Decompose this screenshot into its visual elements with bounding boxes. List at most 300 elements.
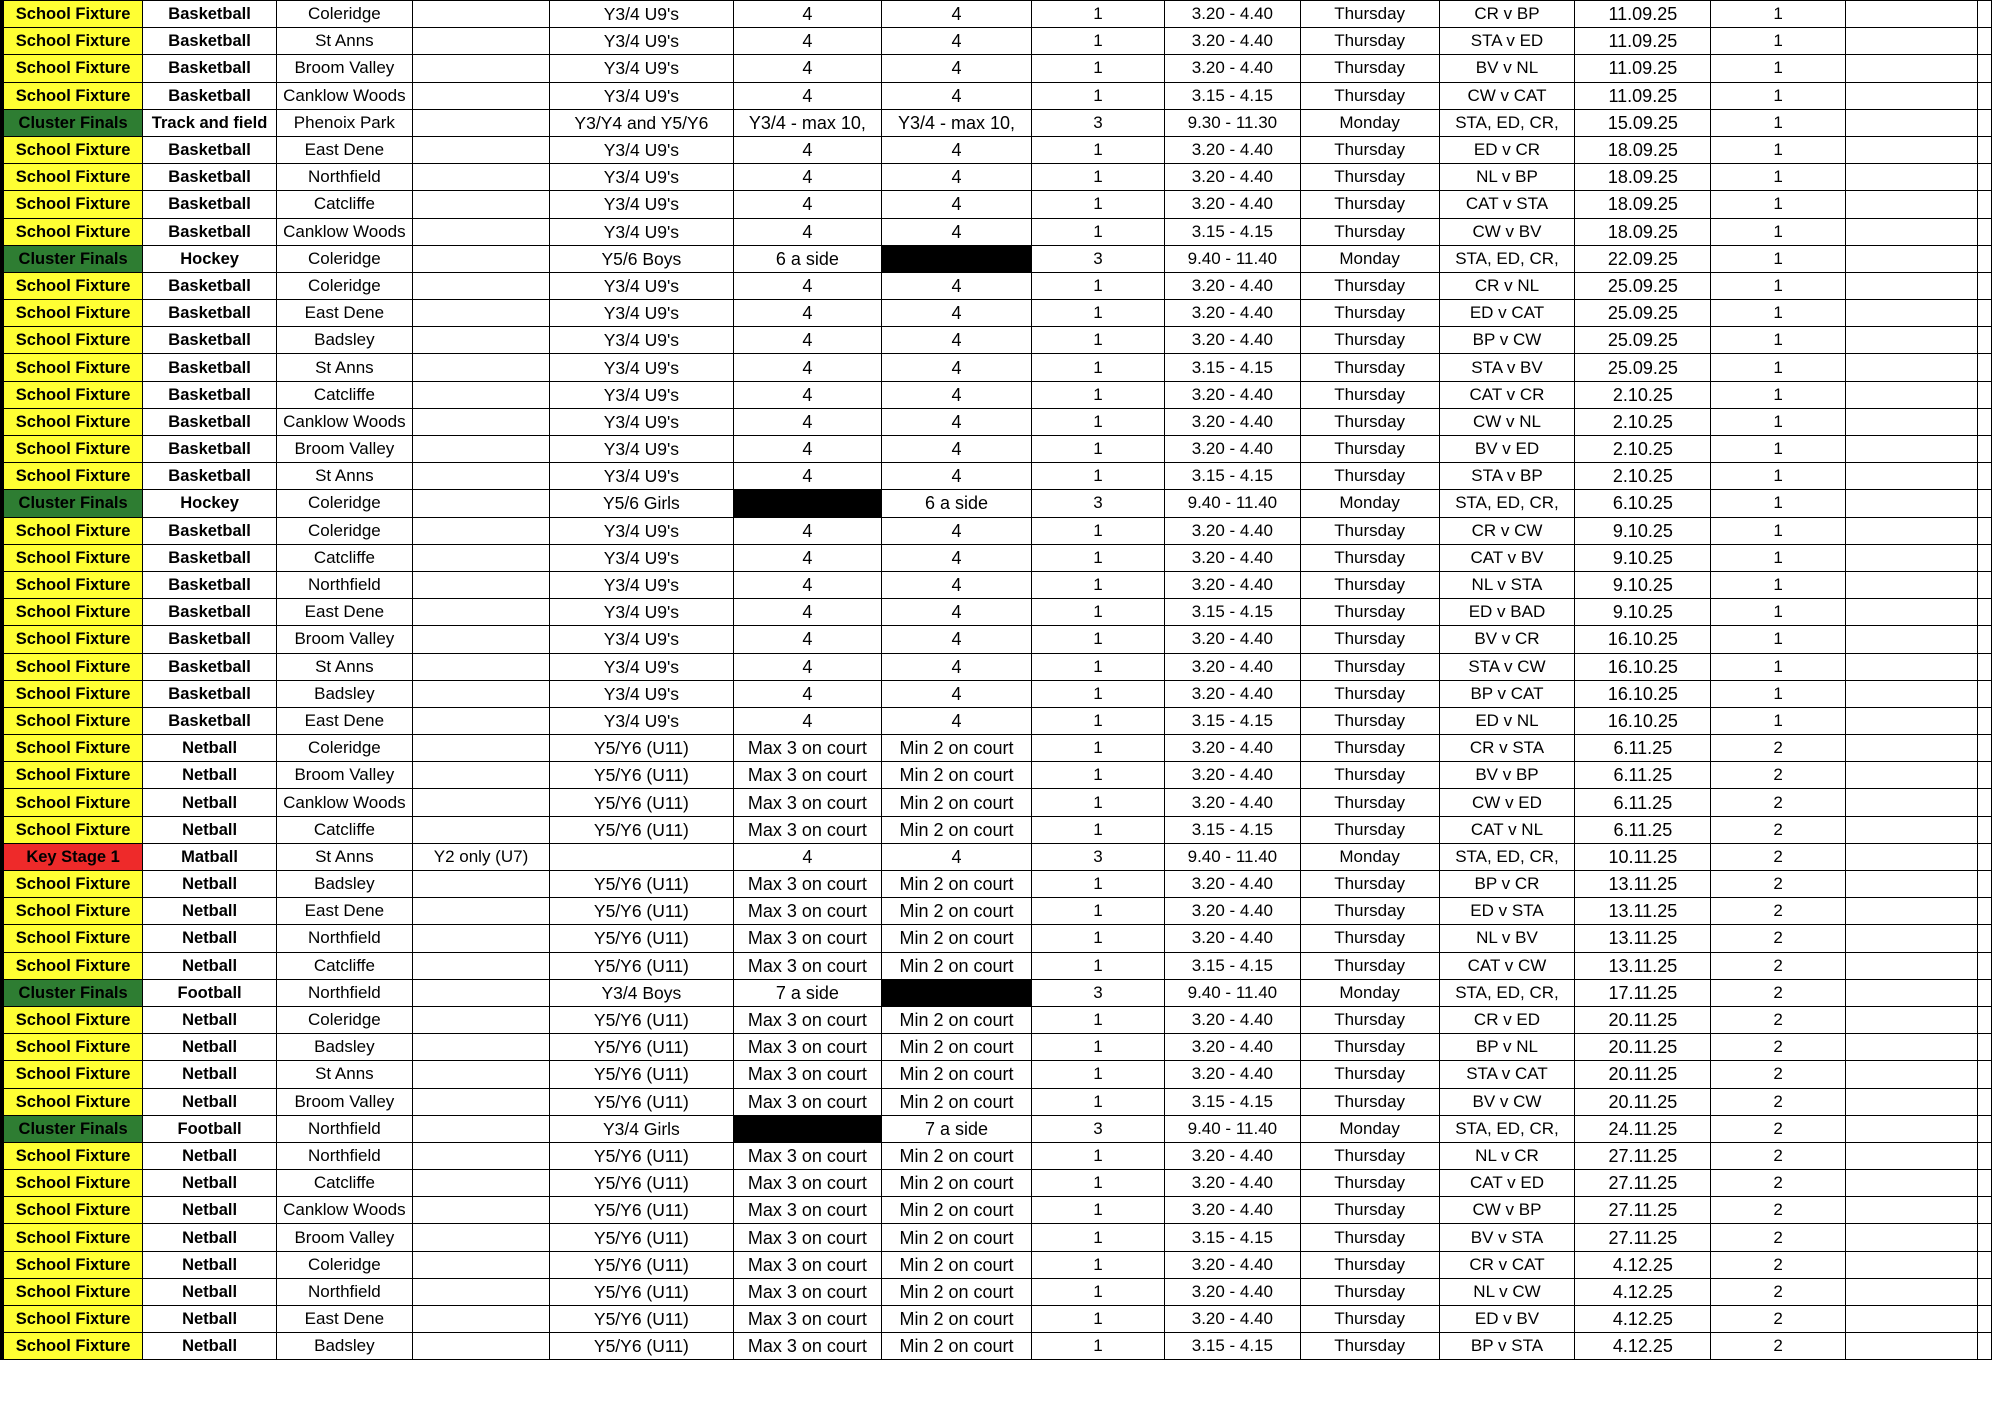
girls-cell[interactable]: Min 2 on court [882, 789, 1032, 816]
venue-cell[interactable]: Badsley [276, 680, 412, 707]
time-cell[interactable]: 3.20 - 4.40 [1165, 762, 1300, 789]
venue-cell[interactable]: Northfield [276, 1115, 412, 1142]
venue-cell[interactable]: Northfield [276, 1278, 412, 1305]
matchup-cell[interactable]: CAT v BV [1439, 544, 1575, 571]
term-cell[interactable]: 1 [1711, 381, 1845, 408]
fixture-type-cell[interactable]: School Fixture [2, 816, 143, 843]
time-cell[interactable]: 3.20 - 4.40 [1165, 680, 1300, 707]
date-cell[interactable]: 6.10.25 [1575, 490, 1711, 517]
matchup-cell[interactable]: ED v BV [1439, 1306, 1575, 1333]
time-cell[interactable]: 3.20 - 4.40 [1165, 735, 1300, 762]
year-group-cell[interactable]: Y3/4 U9's [550, 571, 733, 598]
sport-cell[interactable]: Basketball [143, 136, 277, 163]
girls-cell[interactable] [882, 979, 1032, 1006]
term-cell[interactable]: 2 [1711, 1197, 1845, 1224]
term-cell[interactable]: 1 [1711, 300, 1845, 327]
venue-cell[interactable]: Broom Valley [276, 762, 412, 789]
time-cell[interactable]: 3.20 - 4.40 [1165, 55, 1300, 82]
fixture-type-cell[interactable]: School Fixture [2, 327, 143, 354]
term-cell[interactable]: 1 [1711, 354, 1845, 381]
year-group-cell[interactable]: Y3/4 U9's [550, 55, 733, 82]
day-cell[interactable]: Thursday [1300, 871, 1439, 898]
age-group-note-cell[interactable] [412, 109, 549, 136]
sport-cell[interactable]: Netball [143, 1006, 277, 1033]
boys-cell[interactable]: Max 3 on court [733, 1306, 882, 1333]
sport-cell[interactable]: Netball [143, 1278, 277, 1305]
term-cell[interactable]: 2 [1711, 871, 1845, 898]
sport-cell[interactable]: Matball [143, 843, 277, 870]
blank-cell[interactable] [1845, 1088, 1977, 1115]
term-cell[interactable]: 1 [1711, 626, 1845, 653]
day-cell[interactable]: Monday [1300, 490, 1439, 517]
sport-cell[interactable]: Basketball [143, 517, 277, 544]
age-group-note-cell[interactable] [412, 300, 549, 327]
matchup-cell[interactable]: ED v BAD [1439, 599, 1575, 626]
day-cell[interactable]: Thursday [1300, 354, 1439, 381]
blank-cell[interactable] [1978, 109, 1992, 136]
blank-cell[interactable] [1845, 164, 1977, 191]
time-cell[interactable]: 9.30 - 11.30 [1165, 109, 1300, 136]
term-cell[interactable]: 1 [1711, 1, 1845, 28]
boys-cell[interactable]: 4 [733, 1, 882, 28]
blank-cell[interactable] [1845, 55, 1977, 82]
age-group-note-cell[interactable] [412, 626, 549, 653]
matchup-cell[interactable]: BV v BP [1439, 762, 1575, 789]
blank-cell[interactable] [1845, 1278, 1977, 1305]
blank-cell[interactable] [1845, 436, 1977, 463]
fixture-type-cell[interactable]: School Fixture [2, 925, 143, 952]
day-cell[interactable]: Thursday [1300, 463, 1439, 490]
matchup-cell[interactable]: BP v CR [1439, 871, 1575, 898]
blank-cell[interactable] [1978, 1306, 1992, 1333]
time-cell[interactable]: 9.40 - 11.40 [1165, 979, 1300, 1006]
term-cell[interactable]: 2 [1711, 1278, 1845, 1305]
matchup-cell[interactable]: STA, ED, CR, [1439, 843, 1575, 870]
girls-cell[interactable]: 4 [882, 82, 1032, 109]
day-cell[interactable]: Thursday [1300, 136, 1439, 163]
venue-cell[interactable]: Northfield [276, 1142, 412, 1169]
teams-cell[interactable]: 3 [1031, 109, 1164, 136]
fixture-type-cell[interactable]: School Fixture [2, 871, 143, 898]
blank-cell[interactable] [1978, 626, 1992, 653]
matchup-cell[interactable]: NL v BV [1439, 925, 1575, 952]
date-cell[interactable]: 18.09.25 [1575, 218, 1711, 245]
boys-cell[interactable]: 4 [733, 707, 882, 734]
matchup-cell[interactable]: NL v BP [1439, 164, 1575, 191]
boys-cell[interactable]: Max 3 on court [733, 1006, 882, 1033]
boys-cell[interactable]: 4 [733, 680, 882, 707]
term-cell[interactable]: 2 [1711, 762, 1845, 789]
fixture-type-cell[interactable]: School Fixture [2, 1278, 143, 1305]
term-cell[interactable]: 1 [1711, 55, 1845, 82]
blank-cell[interactable] [1978, 272, 1992, 299]
date-cell[interactable]: 2.10.25 [1575, 381, 1711, 408]
time-cell[interactable]: 3.20 - 4.40 [1165, 871, 1300, 898]
age-group-note-cell[interactable] [412, 1306, 549, 1333]
date-cell[interactable]: 27.11.25 [1575, 1142, 1711, 1169]
sport-cell[interactable]: Netball [143, 1251, 277, 1278]
boys-cell[interactable]: 4 [733, 191, 882, 218]
day-cell[interactable]: Thursday [1300, 789, 1439, 816]
matchup-cell[interactable]: CW v BP [1439, 1197, 1575, 1224]
girls-cell[interactable]: 4 [882, 354, 1032, 381]
year-group-cell[interactable]: Y5/Y6 (U11) [550, 735, 733, 762]
time-cell[interactable]: 3.20 - 4.40 [1165, 1142, 1300, 1169]
term-cell[interactable]: 1 [1711, 109, 1845, 136]
venue-cell[interactable]: Coleridge [276, 490, 412, 517]
venue-cell[interactable]: Coleridge [276, 735, 412, 762]
venue-cell[interactable]: East Dene [276, 898, 412, 925]
boys-cell[interactable]: Max 3 on court [733, 1197, 882, 1224]
teams-cell[interactable]: 1 [1031, 28, 1164, 55]
day-cell[interactable]: Thursday [1300, 381, 1439, 408]
sport-cell[interactable]: Netball [143, 1224, 277, 1251]
matchup-cell[interactable]: STA, ED, CR, [1439, 1115, 1575, 1142]
blank-cell[interactable] [1845, 898, 1977, 925]
fixture-type-cell[interactable]: School Fixture [2, 735, 143, 762]
day-cell[interactable]: Thursday [1300, 191, 1439, 218]
teams-cell[interactable]: 1 [1031, 544, 1164, 571]
blank-cell[interactable] [1845, 272, 1977, 299]
venue-cell[interactable]: East Dene [276, 707, 412, 734]
fixture-type-cell[interactable]: School Fixture [2, 218, 143, 245]
time-cell[interactable]: 3.20 - 4.40 [1165, 164, 1300, 191]
year-group-cell[interactable]: Y5/Y6 (U11) [550, 1006, 733, 1033]
date-cell[interactable]: 6.11.25 [1575, 762, 1711, 789]
time-cell[interactable]: 9.40 - 11.40 [1165, 245, 1300, 272]
blank-cell[interactable] [1978, 952, 1992, 979]
age-group-note-cell[interactable] [412, 245, 549, 272]
day-cell[interactable]: Thursday [1300, 735, 1439, 762]
age-group-note-cell[interactable] [412, 571, 549, 598]
date-cell[interactable]: 9.10.25 [1575, 599, 1711, 626]
age-group-note-cell[interactable] [412, 898, 549, 925]
day-cell[interactable]: Thursday [1300, 28, 1439, 55]
fixture-type-cell[interactable]: School Fixture [2, 626, 143, 653]
sport-cell[interactable]: Basketball [143, 28, 277, 55]
term-cell[interactable]: 1 [1711, 245, 1845, 272]
sport-cell[interactable]: Hockey [143, 245, 277, 272]
day-cell[interactable]: Thursday [1300, 653, 1439, 680]
fixture-type-cell[interactable]: School Fixture [2, 680, 143, 707]
fixture-type-cell[interactable]: School Fixture [2, 272, 143, 299]
day-cell[interactable]: Thursday [1300, 164, 1439, 191]
boys-cell[interactable]: 4 [733, 381, 882, 408]
boys-cell[interactable]: Max 3 on court [733, 1278, 882, 1305]
teams-cell[interactable]: 1 [1031, 1034, 1164, 1061]
teams-cell[interactable]: 1 [1031, 952, 1164, 979]
boys-cell[interactable]: 4 [733, 599, 882, 626]
boys-cell[interactable]: Max 3 on court [733, 1170, 882, 1197]
teams-cell[interactable]: 1 [1031, 1306, 1164, 1333]
age-group-note-cell[interactable] [412, 871, 549, 898]
matchup-cell[interactable]: STA v CAT [1439, 1061, 1575, 1088]
venue-cell[interactable]: Broom Valley [276, 55, 412, 82]
venue-cell[interactable]: Coleridge [276, 1, 412, 28]
blank-cell[interactable] [1978, 1197, 1992, 1224]
girls-cell[interactable]: 4 [882, 680, 1032, 707]
day-cell[interactable]: Thursday [1300, 218, 1439, 245]
sport-cell[interactable]: Basketball [143, 82, 277, 109]
venue-cell[interactable]: St Anns [276, 354, 412, 381]
blank-cell[interactable] [1978, 571, 1992, 598]
age-group-note-cell[interactable] [412, 354, 549, 381]
term-cell[interactable]: 1 [1711, 517, 1845, 544]
teams-cell[interactable]: 1 [1031, 599, 1164, 626]
blank-cell[interactable] [1978, 680, 1992, 707]
date-cell[interactable]: 6.11.25 [1575, 789, 1711, 816]
girls-cell[interactable]: 6 a side [882, 490, 1032, 517]
age-group-note-cell[interactable] [412, 218, 549, 245]
sport-cell[interactable]: Netball [143, 1088, 277, 1115]
time-cell[interactable]: 3.20 - 4.40 [1165, 1278, 1300, 1305]
date-cell[interactable]: 2.10.25 [1575, 463, 1711, 490]
blank-cell[interactable] [1845, 381, 1977, 408]
fixture-type-cell[interactable]: School Fixture [2, 1197, 143, 1224]
age-group-note-cell[interactable] [412, 28, 549, 55]
date-cell[interactable]: 11.09.25 [1575, 55, 1711, 82]
matchup-cell[interactable]: STA, ED, CR, [1439, 979, 1575, 1006]
boys-cell[interactable]: Max 3 on court [733, 816, 882, 843]
term-cell[interactable]: 2 [1711, 1088, 1845, 1115]
girls-cell[interactable]: Min 2 on court [882, 1088, 1032, 1115]
year-group-cell[interactable]: Y3/4 U9's [550, 463, 733, 490]
year-group-cell[interactable]: Y3/4 U9's [550, 517, 733, 544]
blank-cell[interactable] [1978, 1006, 1992, 1033]
girls-cell[interactable]: Min 2 on court [882, 735, 1032, 762]
time-cell[interactable]: 3.15 - 4.15 [1165, 218, 1300, 245]
teams-cell[interactable]: 1 [1031, 1278, 1164, 1305]
year-group-cell[interactable]: Y5/Y6 (U11) [550, 1061, 733, 1088]
sport-cell[interactable]: Netball [143, 1034, 277, 1061]
blank-cell[interactable] [1845, 28, 1977, 55]
boys-cell[interactable]: 4 [733, 82, 882, 109]
date-cell[interactable]: 16.10.25 [1575, 680, 1711, 707]
matchup-cell[interactable]: CR v ED [1439, 1006, 1575, 1033]
age-group-note-cell[interactable] [412, 979, 549, 1006]
year-group-cell[interactable]: Y3/4 U9's [550, 436, 733, 463]
day-cell[interactable]: Thursday [1300, 1278, 1439, 1305]
fixture-type-cell[interactable]: School Fixture [2, 28, 143, 55]
blank-cell[interactable] [1845, 979, 1977, 1006]
teams-cell[interactable]: 1 [1031, 218, 1164, 245]
date-cell[interactable]: 22.09.25 [1575, 245, 1711, 272]
boys-cell[interactable]: 4 [733, 327, 882, 354]
fixture-type-cell[interactable]: School Fixture [2, 1061, 143, 1088]
year-group-cell[interactable]: Y3/4 U9's [550, 354, 733, 381]
term-cell[interactable]: 2 [1711, 925, 1845, 952]
teams-cell[interactable]: 1 [1031, 164, 1164, 191]
fixture-type-cell[interactable]: School Fixture [2, 1170, 143, 1197]
term-cell[interactable]: 1 [1711, 136, 1845, 163]
time-cell[interactable]: 3.20 - 4.40 [1165, 191, 1300, 218]
sport-cell[interactable]: Netball [143, 1306, 277, 1333]
time-cell[interactable]: 3.20 - 4.40 [1165, 517, 1300, 544]
teams-cell[interactable]: 1 [1031, 354, 1164, 381]
blank-cell[interactable] [1845, 599, 1977, 626]
date-cell[interactable]: 4.12.25 [1575, 1333, 1711, 1360]
age-group-note-cell[interactable] [412, 925, 549, 952]
matchup-cell[interactable]: BP v CAT [1439, 680, 1575, 707]
boys-cell[interactable]: Max 3 on court [733, 1224, 882, 1251]
term-cell[interactable]: 2 [1711, 1061, 1845, 1088]
blank-cell[interactable] [1978, 463, 1992, 490]
term-cell[interactable]: 1 [1711, 490, 1845, 517]
blank-cell[interactable] [1978, 898, 1992, 925]
boys-cell[interactable]: 4 [733, 272, 882, 299]
blank-cell[interactable] [1978, 871, 1992, 898]
boys-cell[interactable]: Max 3 on court [733, 1251, 882, 1278]
age-group-note-cell[interactable] [412, 1197, 549, 1224]
time-cell[interactable]: 3.20 - 4.40 [1165, 1034, 1300, 1061]
blank-cell[interactable] [1845, 354, 1977, 381]
year-group-cell[interactable] [550, 843, 733, 870]
age-group-note-cell[interactable] [412, 408, 549, 435]
venue-cell[interactable]: Coleridge [276, 517, 412, 544]
venue-cell[interactable]: Canklow Woods [276, 408, 412, 435]
venue-cell[interactable]: Catcliffe [276, 381, 412, 408]
fixture-type-cell[interactable]: School Fixture [2, 354, 143, 381]
matchup-cell[interactable]: CAT v CR [1439, 381, 1575, 408]
term-cell[interactable]: 1 [1711, 707, 1845, 734]
teams-cell[interactable]: 1 [1031, 381, 1164, 408]
matchup-cell[interactable]: BV v CW [1439, 1088, 1575, 1115]
sport-cell[interactable]: Basketball [143, 381, 277, 408]
fixture-type-cell[interactable]: School Fixture [2, 1142, 143, 1169]
time-cell[interactable]: 9.40 - 11.40 [1165, 1115, 1300, 1142]
fixture-type-cell[interactable]: School Fixture [2, 408, 143, 435]
matchup-cell[interactable]: STA, ED, CR, [1439, 490, 1575, 517]
matchup-cell[interactable]: STA v BV [1439, 354, 1575, 381]
sport-cell[interactable]: Netball [143, 762, 277, 789]
age-group-note-cell[interactable] [412, 463, 549, 490]
venue-cell[interactable]: East Dene [276, 599, 412, 626]
boys-cell[interactable]: Y3/4 - max 10, [733, 109, 882, 136]
fixture-type-cell[interactable]: School Fixture [2, 952, 143, 979]
venue-cell[interactable]: Catcliffe [276, 816, 412, 843]
fixture-type-cell[interactable]: School Fixture [2, 436, 143, 463]
age-group-note-cell[interactable] [412, 136, 549, 163]
teams-cell[interactable]: 1 [1031, 82, 1164, 109]
term-cell[interactable]: 1 [1711, 408, 1845, 435]
date-cell[interactable]: 16.10.25 [1575, 707, 1711, 734]
time-cell[interactable]: 3.20 - 4.40 [1165, 436, 1300, 463]
day-cell[interactable]: Thursday [1300, 762, 1439, 789]
matchup-cell[interactable]: BV v NL [1439, 55, 1575, 82]
fixture-type-cell[interactable]: School Fixture [2, 1224, 143, 1251]
age-group-note-cell[interactable] [412, 1170, 549, 1197]
day-cell[interactable]: Thursday [1300, 1333, 1439, 1360]
date-cell[interactable]: 11.09.25 [1575, 1, 1711, 28]
girls-cell[interactable]: 4 [882, 136, 1032, 163]
blank-cell[interactable] [1978, 816, 1992, 843]
date-cell[interactable]: 18.09.25 [1575, 191, 1711, 218]
age-group-note-cell[interactable] [412, 381, 549, 408]
girls-cell[interactable]: Min 2 on court [882, 1224, 1032, 1251]
venue-cell[interactable]: Canklow Woods [276, 218, 412, 245]
term-cell[interactable]: 2 [1711, 843, 1845, 870]
matchup-cell[interactable]: CW v ED [1439, 789, 1575, 816]
girls-cell[interactable]: 4 [882, 707, 1032, 734]
teams-cell[interactable]: 1 [1031, 816, 1164, 843]
day-cell[interactable]: Monday [1300, 1115, 1439, 1142]
blank-cell[interactable] [1978, 82, 1992, 109]
venue-cell[interactable]: Phenoix Park [276, 109, 412, 136]
sport-cell[interactable]: Basketball [143, 653, 277, 680]
matchup-cell[interactable]: CAT v STA [1439, 191, 1575, 218]
boys-cell[interactable]: 4 [733, 843, 882, 870]
venue-cell[interactable]: Canklow Woods [276, 1197, 412, 1224]
day-cell[interactable]: Thursday [1300, 55, 1439, 82]
boys-cell[interactable]: Max 3 on court [733, 925, 882, 952]
sport-cell[interactable]: Basketball [143, 408, 277, 435]
teams-cell[interactable]: 1 [1031, 327, 1164, 354]
time-cell[interactable]: 3.20 - 4.40 [1165, 925, 1300, 952]
date-cell[interactable]: 27.11.25 [1575, 1224, 1711, 1251]
age-group-note-cell[interactable] [412, 1224, 549, 1251]
matchup-cell[interactable]: BV v ED [1439, 436, 1575, 463]
time-cell[interactable]: 3.20 - 4.40 [1165, 1, 1300, 28]
fixture-type-cell[interactable]: Cluster Finals [2, 1115, 143, 1142]
term-cell[interactable]: 2 [1711, 1224, 1845, 1251]
sport-cell[interactable]: Netball [143, 1142, 277, 1169]
sport-cell[interactable]: Hockey [143, 490, 277, 517]
venue-cell[interactable]: St Anns [276, 1061, 412, 1088]
date-cell[interactable]: 10.11.25 [1575, 843, 1711, 870]
year-group-cell[interactable]: Y5/Y6 (U11) [550, 1224, 733, 1251]
matchup-cell[interactable]: ED v NL [1439, 707, 1575, 734]
blank-cell[interactable] [1845, 490, 1977, 517]
blank-cell[interactable] [1845, 1306, 1977, 1333]
boys-cell[interactable]: Max 3 on court [733, 952, 882, 979]
fixture-type-cell[interactable]: School Fixture [2, 517, 143, 544]
term-cell[interactable]: 1 [1711, 599, 1845, 626]
age-group-note-cell[interactable]: Y2 only (U7) [412, 843, 549, 870]
term-cell[interactable]: 2 [1711, 1170, 1845, 1197]
girls-cell[interactable]: Min 2 on court [882, 871, 1032, 898]
year-group-cell[interactable]: Y3/4 U9's [550, 1, 733, 28]
girls-cell[interactable]: 4 [882, 55, 1032, 82]
fixture-type-cell[interactable]: Cluster Finals [2, 109, 143, 136]
day-cell[interactable]: Monday [1300, 109, 1439, 136]
time-cell[interactable]: 3.20 - 4.40 [1165, 626, 1300, 653]
blank-cell[interactable] [1845, 191, 1977, 218]
blank-cell[interactable] [1978, 735, 1992, 762]
time-cell[interactable]: 3.20 - 4.40 [1165, 544, 1300, 571]
boys-cell[interactable]: 4 [733, 544, 882, 571]
boys-cell[interactable]: 4 [733, 136, 882, 163]
age-group-note-cell[interactable] [412, 1333, 549, 1360]
term-cell[interactable]: 2 [1711, 1142, 1845, 1169]
matchup-cell[interactable]: NL v CR [1439, 1142, 1575, 1169]
blank-cell[interactable] [1845, 626, 1977, 653]
blank-cell[interactable] [1845, 871, 1977, 898]
girls-cell[interactable]: Min 2 on court [882, 1251, 1032, 1278]
blank-cell[interactable] [1845, 300, 1977, 327]
teams-cell[interactable]: 1 [1031, 789, 1164, 816]
boys-cell[interactable]: 6 a side [733, 245, 882, 272]
time-cell[interactable]: 3.15 - 4.15 [1165, 707, 1300, 734]
matchup-cell[interactable]: STA v CW [1439, 653, 1575, 680]
time-cell[interactable]: 3.20 - 4.40 [1165, 300, 1300, 327]
sport-cell[interactable]: Basketball [143, 300, 277, 327]
teams-cell[interactable]: 1 [1031, 898, 1164, 925]
sport-cell[interactable]: Basketball [143, 354, 277, 381]
girls-cell[interactable]: 4 [882, 436, 1032, 463]
time-cell[interactable]: 3.15 - 4.15 [1165, 354, 1300, 381]
blank-cell[interactable] [1978, 762, 1992, 789]
blank-cell[interactable] [1845, 327, 1977, 354]
